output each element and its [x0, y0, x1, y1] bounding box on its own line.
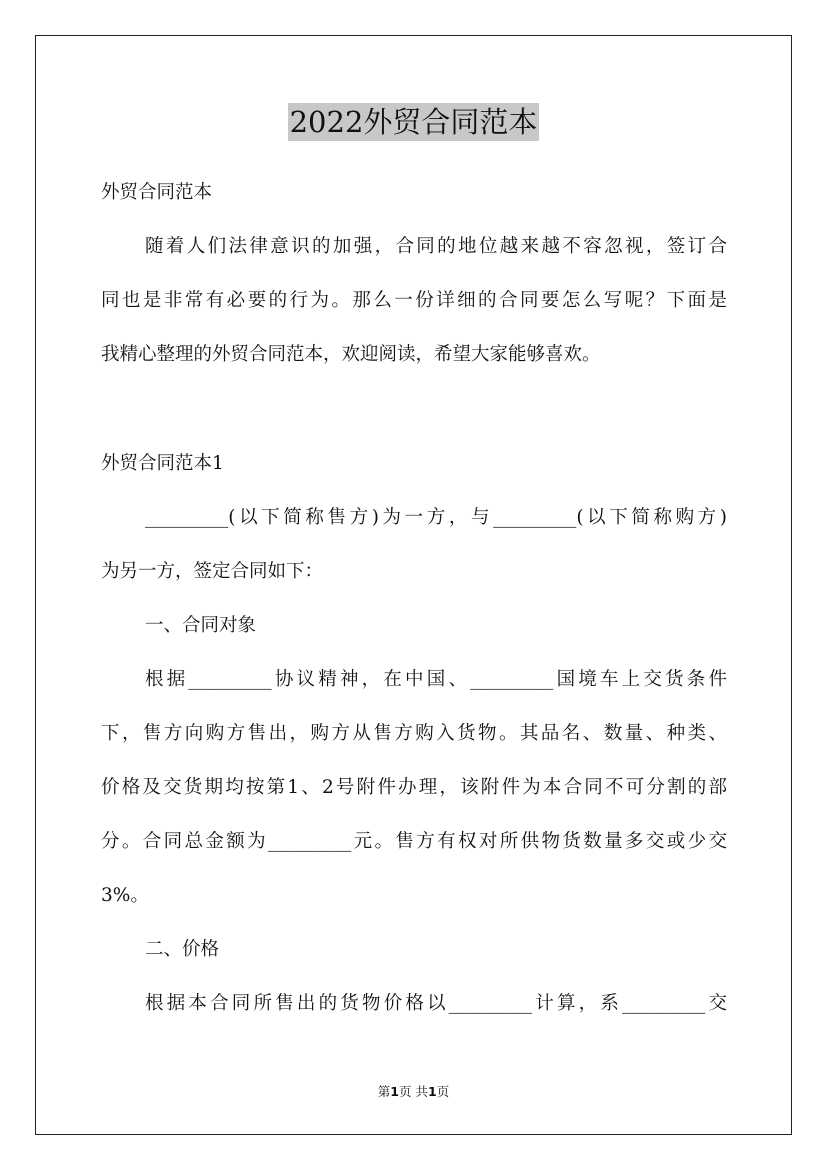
footer-total-pages: 1 [427, 1084, 437, 1099]
clause-heading: 一、合同对象 [145, 615, 257, 636]
document-title-text: 2022外贸合同范本 [289, 105, 538, 139]
intro-line: 随着人们法律意识的加强，合同的地位越来越不容忽视，签订合 [145, 236, 727, 257]
footer-suffix: 页 [436, 1084, 450, 1099]
clause-line: 根据本合同所售出的货物价格以_________计算，系_________交 [145, 993, 727, 1014]
parties-line: _________(以下简称售方)为一方，与_________(以下简称购方) [145, 507, 727, 528]
footer-page-number: 1 [390, 1084, 399, 1099]
document-subtitle: 外贸合同范本 [101, 182, 213, 203]
clause-line: 根据_________协议精神，在中国、_________国境车上交货条件 [145, 669, 727, 690]
page-footer [0, 1083, 827, 1101]
parties-line: 为另一方，签定合同如下： [101, 561, 324, 582]
clause-line: 下，售方向购方售出，购方从售方购入货物。其品名、数量、种类、 [101, 723, 727, 744]
footer-mid: 页 共 [399, 1084, 428, 1099]
footer-prefix: 第 [377, 1084, 391, 1099]
intro-line: 我精心整理的外贸合同范本，欢迎阅读，希望大家能够喜欢。 [101, 344, 601, 365]
clause-line: 价格及交货期均按第1、2号附件办理，该附件为本合同不可分割的部 [101, 777, 727, 798]
clause-heading: 二、价格 [145, 939, 220, 960]
intro-line: 同也是非常有必要的行为。那么一份详细的合同要怎么写呢？下面是 [101, 290, 727, 311]
clause-line: 分。合同总金额为_________元。售方有权对所供物货数量多交或少交 [101, 831, 727, 852]
clause-line: 3%。 [101, 885, 149, 906]
section-title: 外贸合同范本1 [101, 453, 224, 474]
document-title [0, 103, 827, 141]
